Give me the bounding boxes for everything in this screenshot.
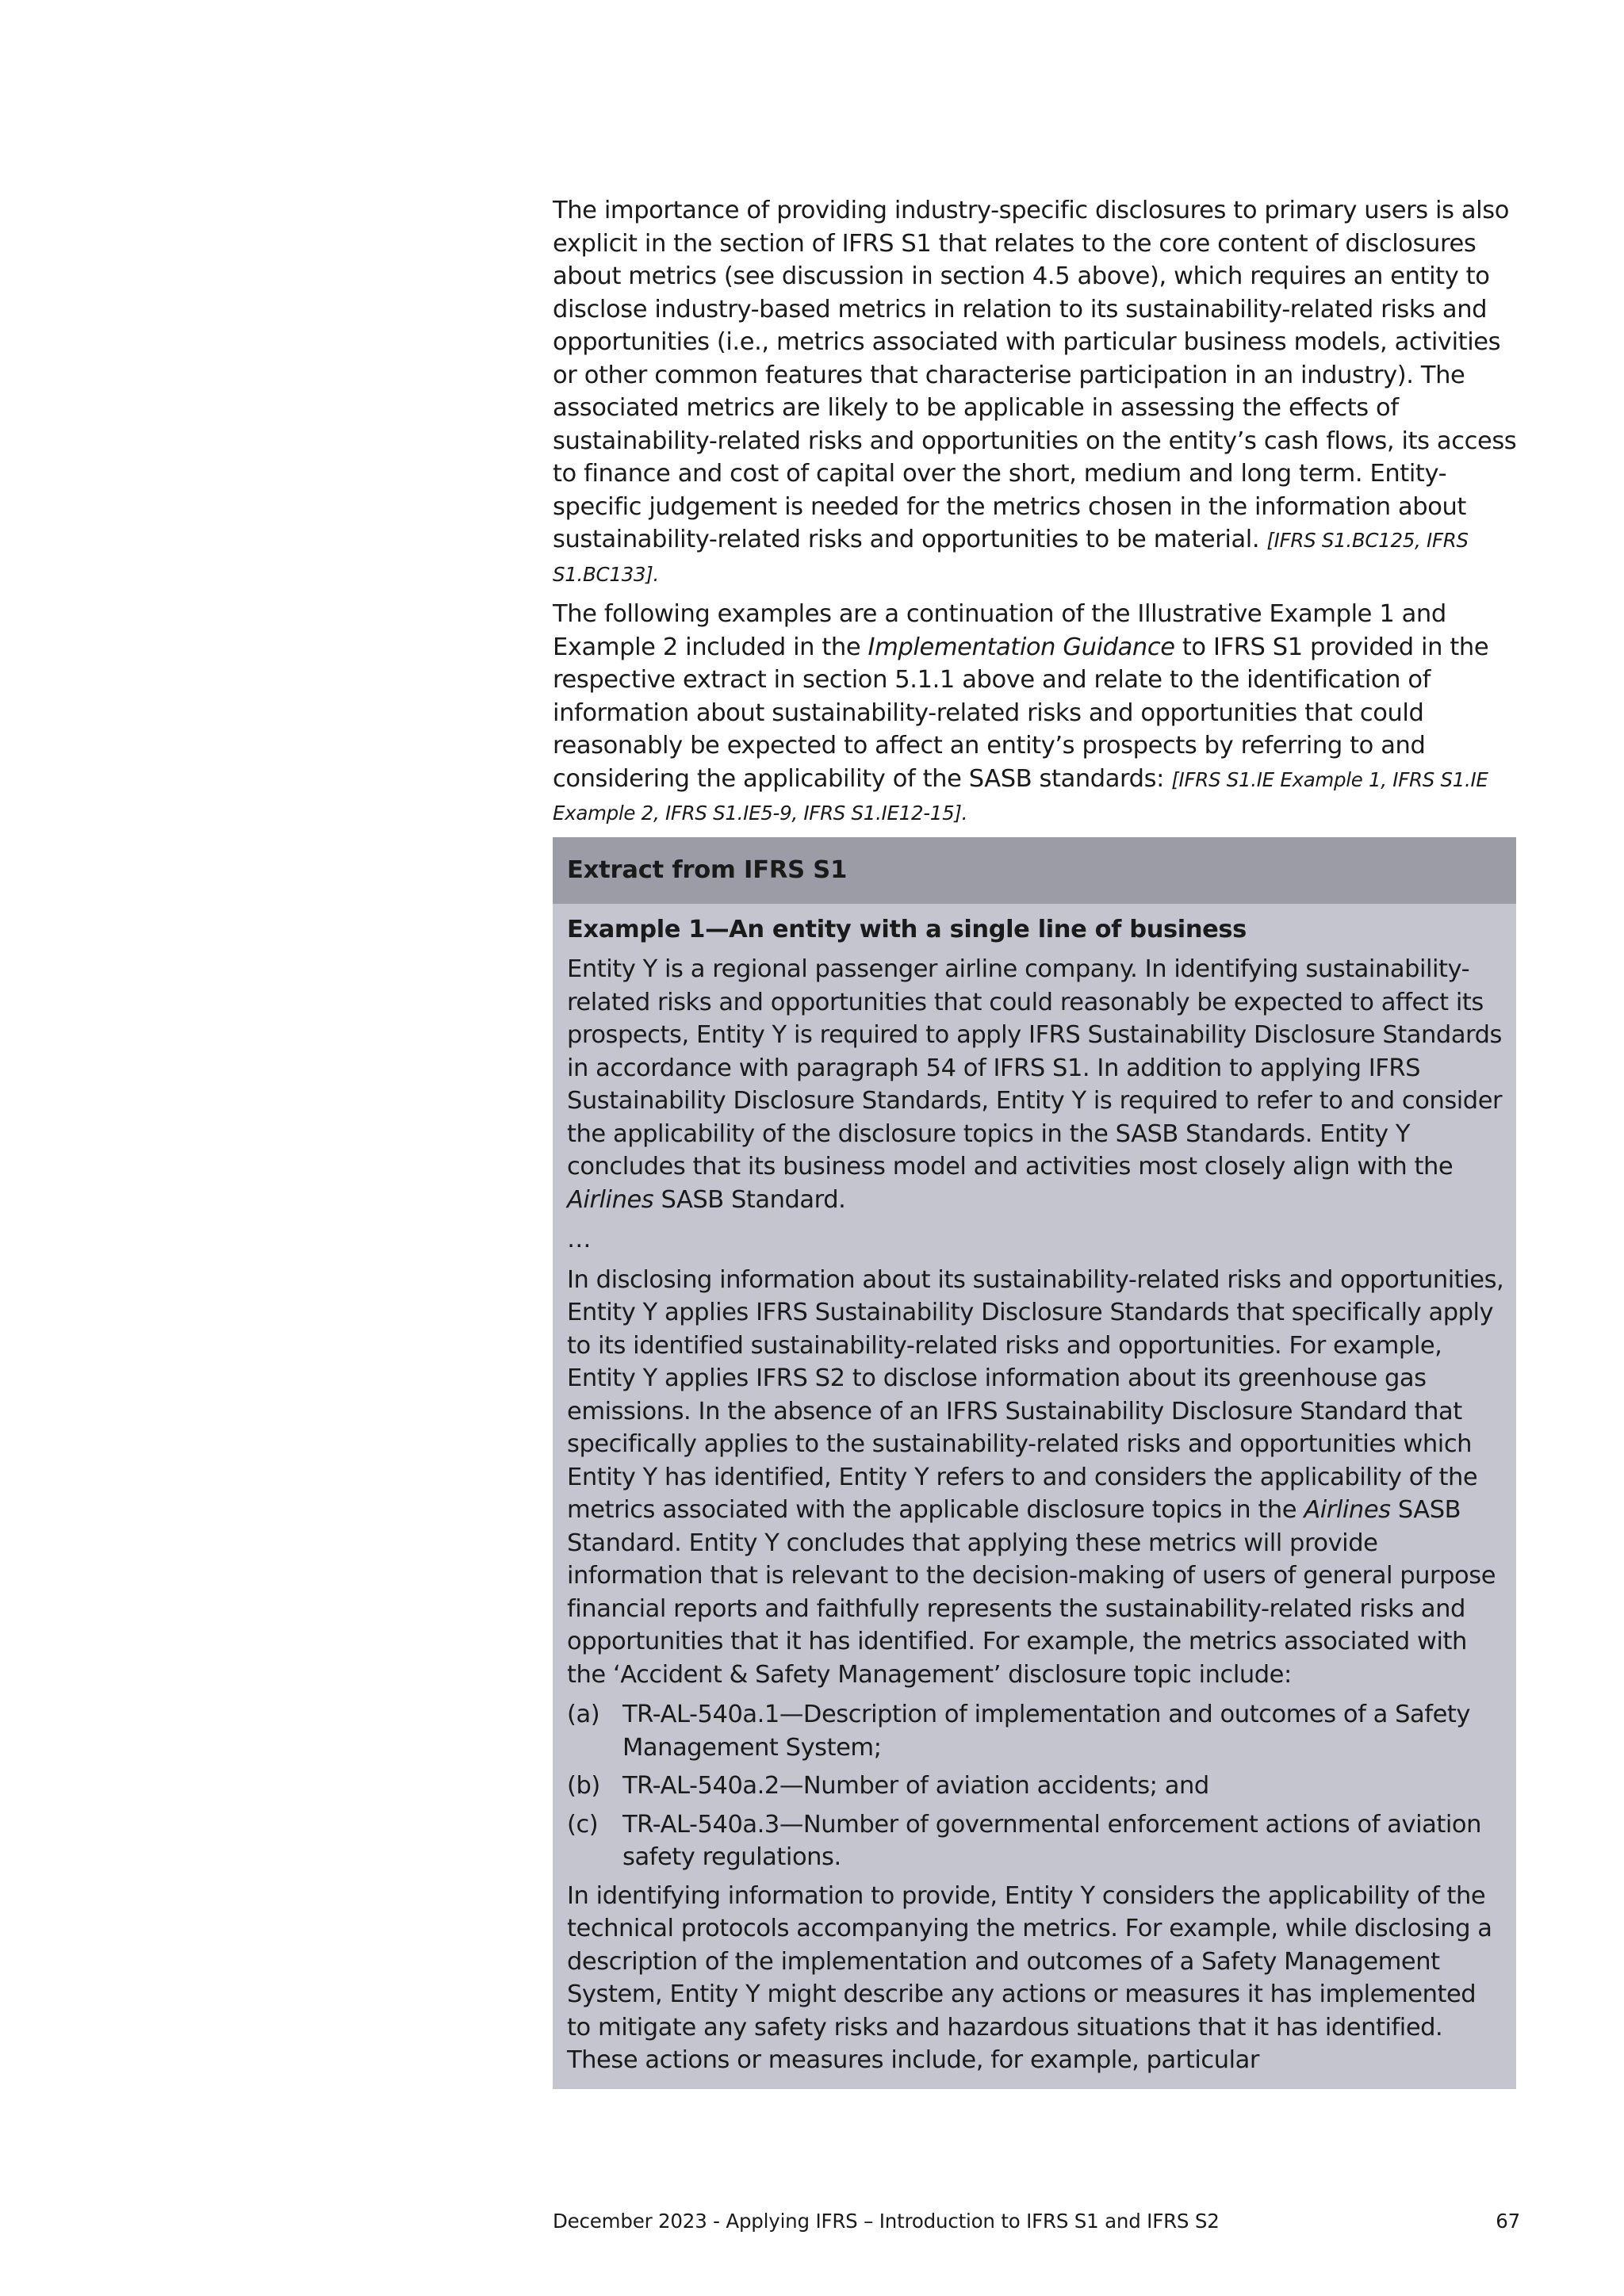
list-item <box>567 1698 1505 1764</box>
list-marker: (a) <box>567 1701 600 1728</box>
page-number: 67 <box>1496 2210 1520 2233</box>
example-title: Example 1—An entity with a single line of business <box>567 915 1247 943</box>
extract-paragraph-1: Entity Y is a regional passenger airline company. In identifying sustainability-related risks and opportunities that could reasonably be expected to affect its prospects, Entity Y is required to apply IFRS Sustainability Disclosure Standards in accordance with paragraph 54 of IFRS S1. In addition to applying IFRS Sustainability Disclosure Standards, Entity Y is required to refer to and consider the applicability of the disclosure topics in the SASB Standards. Entity Y concludes that its business model and activities most closely align with the Airlines SASB Standard. <box>567 955 1503 1214</box>
reference-citation: [IFRS S1.IE Example 1, IFRS S1.IE Example 2, IFRS S1.IE5-9, IFRS S1.IE12-15]. <box>553 767 1488 825</box>
extract-paragraph-3: In identifying information to provide, Entity Y considers the applicability of the technical protocols accompanying the metrics. For example, while disclosing a description of the implementation and outcomes of a Safety Management System, Entity Y might describe any actions or measures it has implemented to mitigate any safety risks and hazardous situations that it has identified. These actions or measures include, for example, particular <box>567 1881 1492 2074</box>
paragraph-industry-specific-disclosures: The importance of providing industry-specific disclosures to primary users is also explicit in the section of IFRS S1 that relates to the core content of disclosures about metrics (see discussion in section 4.5 above), which requires an entity to disclose industry-based metrics in relation to its sustainability-related risks and opportunities (i.e., metrics associated with particular business models, activities or other common features that characterise participation in an industry). The associated metrics are likely to be applicable in assessing the effects of sustainability-related risks and opportunities on the entity’s cash flows, its access to finance and cost of capital over the short, medium and long term. Entity-specific judgement is needed for the metrics chosen in the information about sustainability-related risks and opportunities to be material. [IFRS S1.BC125, IFRS S1.BC133]. <box>553 197 1517 586</box>
extract-body <box>553 904 1516 2089</box>
extract-box <box>553 837 1516 2089</box>
extract-paragraph-2: In disclosing information about its sustainability-related risks and opportunities, Entity Y applies IFRS Sustainability Disclosure Standards that specifically apply to its identified sustainability-related risks and opportunities. For example, Entity Y applies IFRS S2 to disclose information about its greenhouse gas emissions. In the absence of an IFRS Sustainability Disclosure Standard that specifically applies to the sustainability-related risks and opportunities which Entity Y has identified, Entity Y refers to and considers the applicability of the metrics associated with the applicable disclosure topics in the Airlines SASB Standard. Entity Y concludes that applying these metrics will provide information that is relevant to the decision-making of users of general purpose financial reports and faithfully represents the sustainability-related risks and opportunities that it has identified. For example, the metrics associated with the ‘Accident & Safety Management’ disclosure topic include: <box>567 1265 1504 1689</box>
extract-ellipsis: … <box>567 1226 592 1253</box>
footer-title: December 2023 - Applying IFRS – Introduction to IFRS S1 and IFRS S2 <box>553 2210 1220 2233</box>
list-text: TR-AL-540a.3—Number of governmental enforcement actions of aviation safety regulations. <box>622 1810 1481 1871</box>
list-marker: (b) <box>567 1772 600 1800</box>
list-marker: (c) <box>567 1810 599 1839</box>
extract-header: Extract from IFRS S1 <box>553 837 1516 904</box>
list-item <box>567 1770 1505 1803</box>
main-content <box>553 194 1520 2089</box>
list-item <box>567 1808 1505 1874</box>
reference-citation: [IFRS S1.BC125, IFRS S1.BC133]. <box>553 529 1469 586</box>
paragraph-following-examples: The following examples are a continuation of the Illustrative Example 1 and Example 2 included in the Implementation Guidance to IFRS S1 provided in the respective extract in section 5.1.1 above and relate to the identification of information about sustainability-related risks and opportunities that could reasonably be expected to affect an entity’s prospects by referring to and considering the applicability of the SASB standards: [IFRS S1.IE Example 1, IFRS S1.IE Example 2, IFRS S1.IE5-9, IFRS S1.IE12-15]. <box>553 600 1489 825</box>
list-text: TR-AL-540a.2—Number of aviation accidents; and <box>622 1772 1209 1800</box>
page-footer <box>553 2210 1520 2233</box>
list-text: TR-AL-540a.1—Description of implementation and outcomes of a Safety Management System; <box>622 1701 1471 1762</box>
